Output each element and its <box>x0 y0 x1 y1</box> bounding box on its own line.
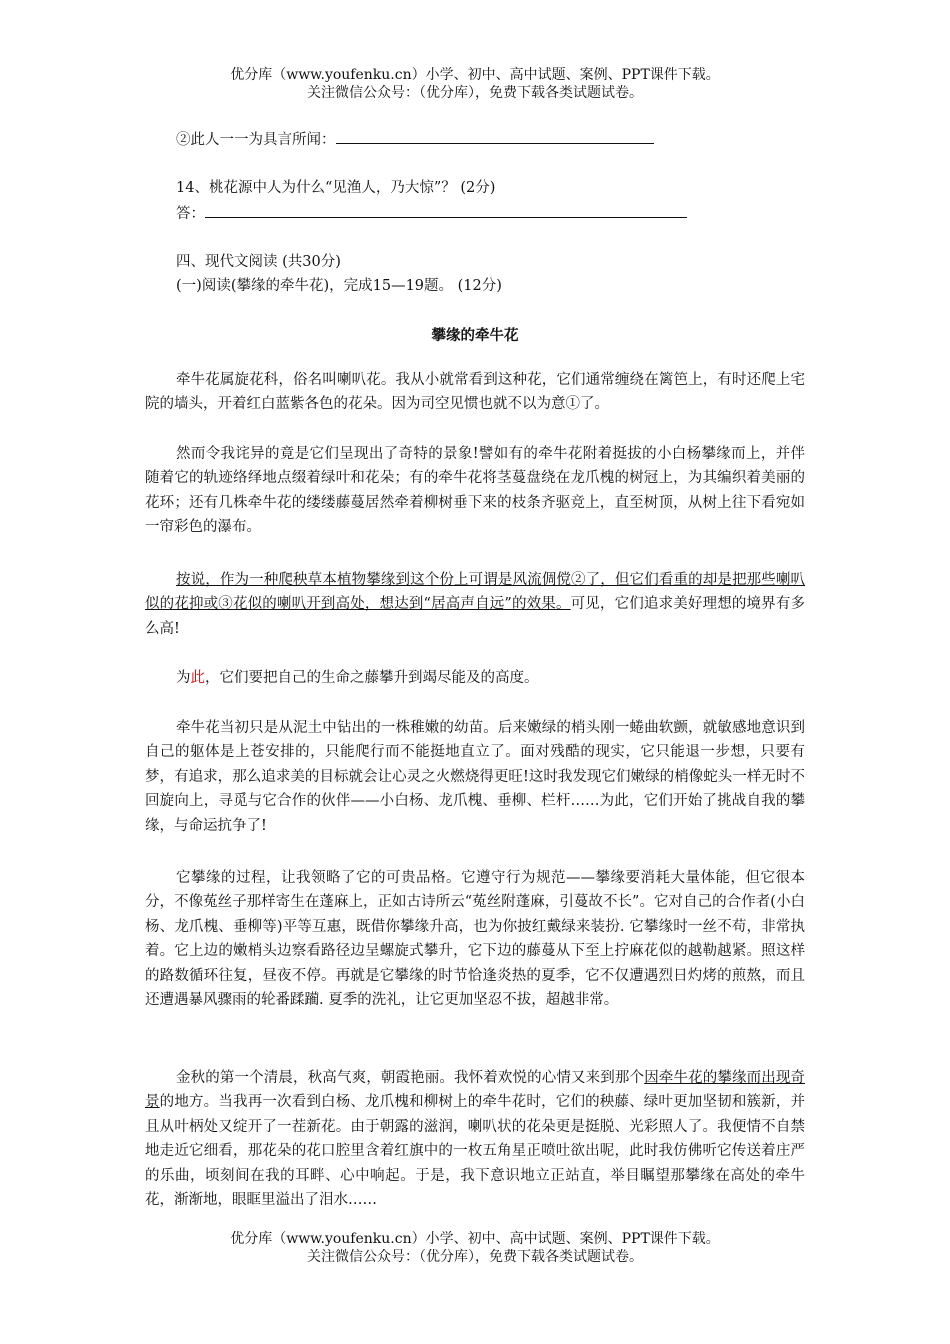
article-paragraph-2: 然而令我诧异的竟是它们呈现出了奇特的景象!譬如有的牵牛花附着挺拔的小白杨攀缘而上，并伴随着它的轨迹络绎地点缀着绿叶和花朵；有的牵牛花将茎蔓盘绕在龙爪槐的树冠上，为其编织着美丽的花环；还有几株牵牛花的缕缕藤蔓居然牵着柳树垂下来的枝条齐驱竞上，直至树顶，从树上往下看宛如一帘彩色的瀑布。 <box>145 446 805 536</box>
header-line-2: 关注微信公众号：（优分库），免费下载各类试题试卷。 <box>307 85 643 101</box>
underlined-sentence: 按说，作为一种爬秧草本植物攀缘到这个份上可谓是风流倜傥②了，但它们看重的却是把那些喇叭似的花抑或③花似的喇叭开到高处，想达到“居高声自远”的效果。 <box>145 572 805 613</box>
footer-line-1: 优分库（www.youfenku.cn）小学、初中、高中试题、案例、PPT课件下载。 <box>230 1231 720 1247</box>
paragraph-4-pre: 为 <box>176 670 191 686</box>
paragraph-7-post: 的地方。当我再一次看到白杨、龙爪槐和柳树上的牵牛花时，它们的秧藤、绿叶更加坚韧和簇新，并且从叶柄处又绽开了一茬新花。由于朝露的滋润，喇叭状的花朵更是挺脱、光彩照人了。我便情不自禁地走近它细看，那花朵的花口腔里含着红旗中的一枚五角星正喷吐欲出呢，此时我仿佛听它传送着庄严的乐曲，顷刻间在我的耳畔、心中响起。于是，我下意识地立正站直，举目瞩望那攀缘在高处的牵牛花，渐渐地，眼眶里溢出了泪水…… <box>145 1094 805 1209</box>
question-14-answer <box>176 202 687 224</box>
page-header <box>0 66 950 102</box>
question-13-2 <box>176 128 654 150</box>
highlighted-word: 此 <box>190 670 205 686</box>
footer-line-2: 关注微信公众号：（优分库），免费下载各类试题试卷。 <box>307 1249 643 1265</box>
header-line-1: 优分库（www.youfenku.cn）小学、初中、高中试题、案例、PPT课件下载。 <box>230 67 720 83</box>
question-13-2-label: ②此人一一为具言所闻： <box>176 132 336 148</box>
question-14: 14、桃花源中人为什么“见渔人，乃大惊”？ (2分) <box>176 180 496 196</box>
article-paragraph-7 <box>145 1066 805 1212</box>
answer-blank-14[interactable] <box>205 202 687 218</box>
article-paragraph-1: 牵牛花属旋花科，俗名叫喇叭花。我从小就常看到这种花，它们通常缠绕在篱笆上，有时还爬上宅院的墙头，开着红白蓝紫各色的花朵。因为司空见惯也就不以为意①了。 <box>145 372 805 413</box>
page-footer <box>0 1230 950 1266</box>
article-paragraph-5: 牵牛花当初只是从泥土中钻出的一株稚嫩的幼苗。后来嫩绿的梢头刚一蜷曲软颤，就敏感地意识到自己的躯体是上苍安排的，只能爬行而不能挺地直立了。面对残酷的现实，它只能退一步想，只要有梦，有追求，那么追求美的目标就会让心灵之火燃烧得更旺!这时我发现它们嫩绿的梢像蛇头一样无时不回旋向上，寻觅与它合作的伙伴——小白杨、龙爪槐、垂柳、栏杆……为此，它们开始了挑战自我的攀缘，与命运抗争了! <box>145 720 805 834</box>
section-title: 四、现代文阅读 (共30分) <box>176 254 341 270</box>
underlined-phrase: 因牵牛花的攀缘而出现奇景 <box>145 1070 805 1111</box>
section-subtitle: (一)阅读(攀缘的牵牛花)，完成15—19题。 (12分) <box>176 278 502 294</box>
question-14-answer-label: 答： <box>176 206 205 222</box>
answer-blank-13-2[interactable] <box>336 128 654 144</box>
paragraph-4-post: ，它们要把自己的生命之藤攀升到竭尽能及的高度。 <box>205 670 539 686</box>
article-title: 攀缘的牵牛花 <box>431 328 519 344</box>
article-paragraph-3 <box>145 568 805 641</box>
paragraph-7-pre: 金秋的第一个清晨，秋高气爽，朝霞艳丽。我怀着欢悦的心情又来到那个 <box>176 1070 645 1086</box>
paragraph-3-rest: 可见，它们追求美好理想的境界有多么高! <box>145 596 805 637</box>
article-paragraph-6: 它攀缘的过程，让我领略了它的可贵品格。它遵守行为规范——攀缘要消耗大量体能，但它很本分，不像菟丝子那样寄生在蓬麻上，正如古诗所云“菟丝附蓬麻，引蔓故不长”。它对自己的合作者(小白杨、龙爪槐、垂柳等)平等互惠，既借你攀缘升高，也为你披红戴绿来装扮. 它攀缘时一丝不苟，非常执着。它上边的嫩梢头边察看路径边呈螺旋式攀升，它下边的藤蔓从下至上拧麻花似的越勒越紧。照这样的路数循环往复，昼夜不停。再就是它攀缘的时节恰逢炎热的夏季，它不仅遭遇烈日灼烤的煎熬，而且还遭遇暴风骤雨的轮番蹂躏. 夏季的洗礼，让它更加坚忍不拔，超越非常。 <box>145 870 805 1009</box>
article-paragraph-4 <box>145 666 805 690</box>
